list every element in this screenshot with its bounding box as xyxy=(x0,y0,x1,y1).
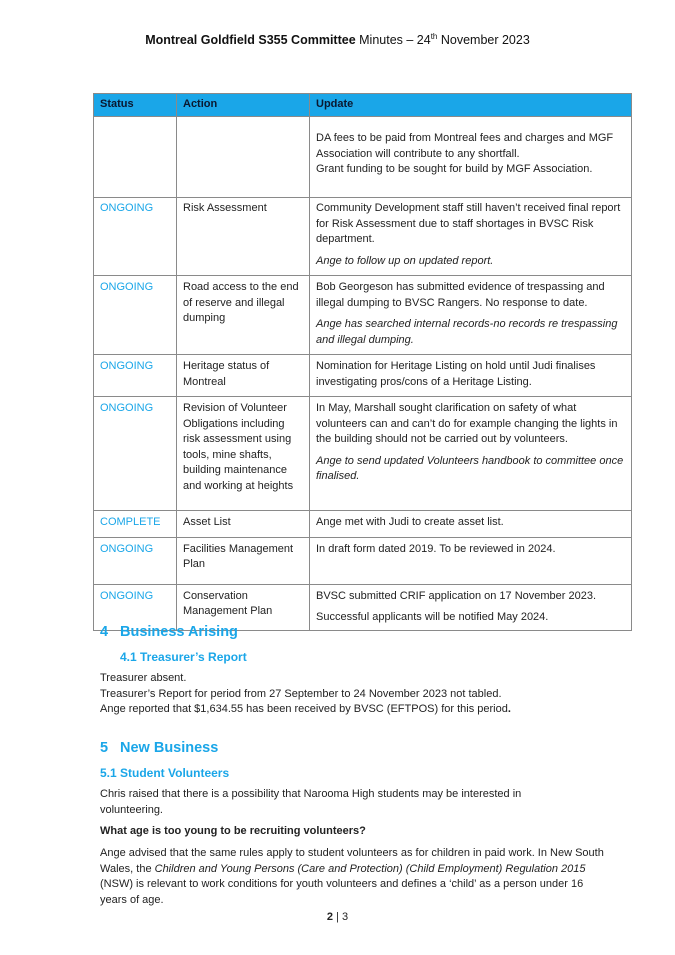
page-footer xyxy=(0,911,675,923)
table-row xyxy=(94,198,632,276)
update-paragraph: Successful applicants will be notified May 2024. xyxy=(316,611,549,623)
action-cell: Asset List xyxy=(177,511,310,538)
header-minutes: Minutes – 24 xyxy=(355,33,431,47)
section-4-line xyxy=(100,702,620,718)
table-row xyxy=(94,537,632,584)
header-date-suffix: th xyxy=(430,31,438,41)
update-paragraph: Nomination for Heritage Listing on hold until Judi finalises investigating pros/cons of a Heritage Listing. xyxy=(316,360,596,388)
section-5-para-2-text: Ange advised that the same rules apply to student volunteers as for children in paid work. In New South Wales, the xyxy=(100,847,604,875)
update-cell xyxy=(310,117,632,198)
section-5-number: 5 xyxy=(100,740,109,756)
section-4-line-punct: . xyxy=(507,703,511,715)
header-date-tail: November 2023 xyxy=(437,33,530,47)
action-cell: Facilities Management Plan xyxy=(177,537,310,584)
update-cell xyxy=(310,537,632,584)
action-cell: Revision of Volunteer Obligations including risk assessment using tools, mine shafts, building maintenance and working at heights xyxy=(177,397,310,511)
section-4-body xyxy=(100,671,620,718)
status-cell: ONGOING xyxy=(94,355,177,397)
action-items-table xyxy=(93,93,632,631)
update-paragraph: Ange met with Judi to create asset list. xyxy=(316,516,504,528)
status-cell: ONGOING xyxy=(94,537,177,584)
section-4-number: 4 xyxy=(100,624,109,640)
section-5-heading xyxy=(100,740,218,756)
section-5-title: New Business xyxy=(120,740,219,756)
update-cell xyxy=(310,511,632,538)
update-paragraph: Community Development staff still haven’t received final report for Risk Assessment due to staff shortages in BVSC Risk department. xyxy=(316,202,621,245)
column-header-action: Action xyxy=(177,94,310,117)
action-cell: Risk Assessment xyxy=(177,198,310,276)
action-cell: Conservation Management Plan xyxy=(177,584,310,630)
update-paragraph: Ange to send updated Volunteers handbook to committee once finalised. xyxy=(316,454,624,482)
section-5-para-2-text-end: (NSW) is relevant to work conditions for youth volunteers and defines a ‘child’ as a person under 16 years of age. xyxy=(100,878,584,906)
table-row xyxy=(94,276,632,355)
section-5-para-1: Chris raised that there is a possibility that Narooma High students may be interested in volunteering. xyxy=(100,788,522,816)
update-paragraph: Ange to follow up on updated report. xyxy=(316,254,494,267)
table-body xyxy=(94,117,632,631)
column-header-status: Status xyxy=(94,94,177,117)
action-cell: Road access to the end of reserve and illegal dumping xyxy=(177,276,310,355)
section-5-question: What age is too young to be recruiting volunteers? xyxy=(100,825,366,837)
section-4-line: Treasurer’s Report for period from 27 September to 24 November 2023 not tabled. xyxy=(100,687,502,700)
table-row xyxy=(94,355,632,397)
table-row xyxy=(94,117,632,198)
section-4-title: Business Arising xyxy=(120,624,238,640)
status-cell: ONGOING xyxy=(94,397,177,511)
page-header xyxy=(0,33,675,47)
action-cell xyxy=(177,117,310,198)
update-paragraph: Ange has searched internal records-no records re trespassing and illegal dumping. xyxy=(316,318,618,346)
table-header-row xyxy=(94,94,632,117)
status-cell: COMPLETE xyxy=(94,511,177,538)
update-cell xyxy=(310,355,632,397)
header-committee: Montreal Goldfield S355 Committee xyxy=(145,33,356,47)
page-total: 3 xyxy=(341,911,349,923)
update-paragraph: DA fees to be paid from Montreal fees and charges and MGF Association will contribute to any shortfall. Grant funding to be sought for build by MGF Association. xyxy=(316,132,614,175)
action-cell: Heritage status of Montreal xyxy=(177,355,310,397)
update-paragraph: Bob Georgeson has submitted evidence of trespassing and illegal dumping to BVSC Rangers. No response to date. xyxy=(316,281,605,309)
section-4-line-text: Ange reported that $1,634.55 has been received by BVSC (EFTPOS) for this period xyxy=(100,703,508,715)
update-cell xyxy=(310,397,632,511)
status-cell: ONGOING xyxy=(94,276,177,355)
status-cell: ONGOING xyxy=(94,584,177,630)
update-paragraph: In draft form dated 2019. To be reviewed in 2024. xyxy=(316,542,556,555)
update-cell xyxy=(310,584,632,630)
update-paragraph: BVSC submitted CRIF application on 17 November 2023. xyxy=(316,589,597,602)
update-cell xyxy=(310,198,632,276)
status-cell: ONGOING xyxy=(94,198,177,276)
update-cell xyxy=(310,276,632,355)
table-row xyxy=(94,511,632,538)
section-5-para-2-regulation: Children and Young Persons (Care and Protection) (Child Employment) Regulation 2015 xyxy=(154,862,586,875)
table-row xyxy=(94,397,632,511)
subsection-4-1-heading: 4.1 Treasurer’s Report xyxy=(120,650,247,664)
section-4-heading xyxy=(100,624,238,640)
section-4-line: Treasurer absent. xyxy=(100,672,187,684)
page-number: 2 xyxy=(326,911,333,923)
status-cell xyxy=(94,117,177,198)
column-header-update: Update xyxy=(310,94,632,117)
update-paragraph: In May, Marshall sought clarification on safety of what volunteers can and can’t do for example changing the lights in the building should not be carried out by volunteers. xyxy=(316,402,618,445)
page-separator: | xyxy=(333,911,342,923)
section-5-para-2 xyxy=(100,846,605,908)
subsection-5-1-heading: 5.1 Student Volunteers xyxy=(100,766,230,780)
